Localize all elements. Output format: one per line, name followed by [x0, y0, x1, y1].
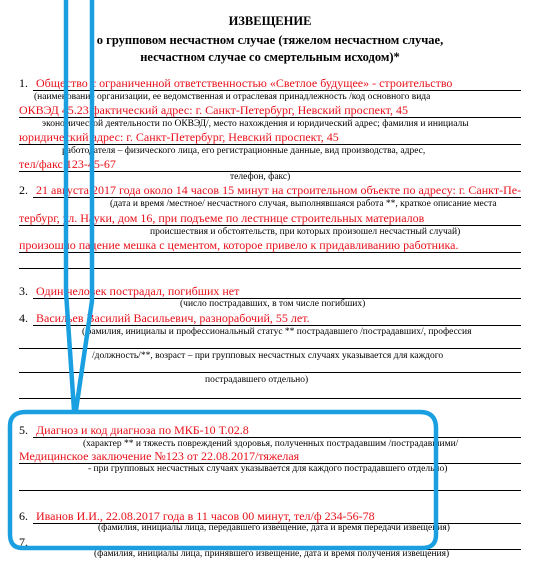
item-1-legal-address: юридический адрес: г. Санкт-Петербург, Невский проспект, 45 — [19, 130, 339, 144]
item-4-hint-1: (фамилия, инициалы и профессиональный статус ** пострадавшего /пострадавших/, профессия — [82, 327, 472, 337]
item-4-underline-1 — [33, 325, 521, 326]
item-5-hint-2: - при групповых несчастных случаях указывается для каждого пострадавшего отдельно) — [88, 464, 448, 474]
item-5-underline-1 — [33, 437, 521, 438]
item-2-line-1: 21 августа 2017 года около 14 часов 15 минут на строительном объекте по адресу: г. Санкт-Пе- — [36, 183, 522, 197]
item-7-number: 7. — [19, 535, 28, 549]
item-6-number: 6. — [19, 509, 28, 523]
item-4-underline-4 — [19, 398, 521, 399]
item-3-hint: (число пострадавших, в том числе погибших) — [180, 299, 366, 309]
item-4-hint-3: пострадавшего отдельно) — [205, 375, 309, 385]
item-1-phone: тел/факс 123-45-67 — [19, 157, 116, 171]
item-1-line-2 — [19, 117, 521, 118]
item-3-casualties: Один человек пострадал, погибших нет — [36, 284, 240, 298]
item-1-organization: Общество с ограниченной ответственностью «Светлое будущее» - строительство — [36, 76, 453, 90]
item-5-hint-1: (характер ** и тяжесть повреждений здоровья, полученных пострадавшим /пострадавшими/ — [83, 439, 459, 449]
item-5-underline-3 — [19, 490, 521, 491]
document-subtitle-line1: о групповом несчастном случае (тяжелом несчастном случае, — [96, 33, 444, 47]
item-4-hint-2: /должность/**, возраст – при групповых несчастных случаях указывается для каждого — [92, 351, 444, 361]
item-2-underline-1 — [33, 197, 521, 198]
item-5-medical-conclusion: Медицинское заключение №123 от 22.08.2017/тяжелая — [19, 449, 300, 463]
item-1-hint-2: экономической деятельности по ОКВЭД/, место нахождения и юридический адрес; фамилия и инициалы — [42, 119, 469, 129]
item-3-number: 3. — [19, 284, 28, 298]
item-1-line-3 — [19, 144, 521, 145]
item-2-underline-4 — [19, 268, 521, 269]
document-subtitle-line2: несчастном случае со смертельным исходом)* — [140, 50, 400, 64]
item-7-hint: (фамилия, инициалы лица, принявшего извещение, дата и время получения извещения) — [94, 549, 450, 559]
item-1-okved: ОКВЭД 45.23 фактический адрес: г. Санкт-Петербург, Невский проспект, 45 — [19, 103, 408, 117]
item-2-number: 2. — [19, 183, 28, 197]
item-4-victim: Васильев Василий Васильевич, разнорабочий, 55 лет. — [36, 311, 310, 325]
item-2-underline-3 — [19, 252, 521, 253]
item-1-hint-1: (наименование организации, ее ведомственная и отраслевая принадлежность /код основного вида — [34, 92, 431, 102]
item-4-underline-2 — [19, 348, 521, 349]
item-1-hint-4: телефон, факс) — [230, 172, 291, 182]
item-2-line-2: тербург, ул. Науки, дом 16, при подъеме по лестнице строительных материалов — [19, 211, 425, 225]
item-6-reporter: Иванов И.И., 22.08.2017 года в 11 часов 00 минут, тел/ф 234-56-78 — [36, 509, 375, 523]
document-title: ИЗВЕЩЕНИЕ — [228, 14, 312, 28]
item-1-hint-3: работодателя – физического лица, его регистрационные данные, вид производства, адрес, — [62, 146, 426, 156]
item-1-line-1 — [33, 90, 521, 91]
item-2-underline-2 — [19, 225, 521, 226]
item-4-number: 4. — [19, 311, 28, 325]
item-5-number: 5. — [19, 423, 28, 437]
item-2-hint-2: происшествия и обстоятельств, при которых произошел несчастный случай) — [150, 227, 461, 237]
item-4-underline-3 — [19, 372, 521, 373]
item-5-diagnosis: Диагноз и код диагноза по МКБ-10 Т.02.8 — [36, 423, 249, 437]
item-2-hint-1: (дата и время /местное/ несчастного случая, выполнявшаяся работа **, краткое описание места — [110, 199, 497, 209]
item-1-number: 1. — [19, 76, 28, 90]
item-2-line-3: произошло падение мешка с цементом, которое привело к придавливанию работника. — [19, 238, 459, 252]
item-6-hint: (фамилия, инициалы лица, передавшего извещение, дата и время передачи извещения) — [98, 523, 450, 533]
